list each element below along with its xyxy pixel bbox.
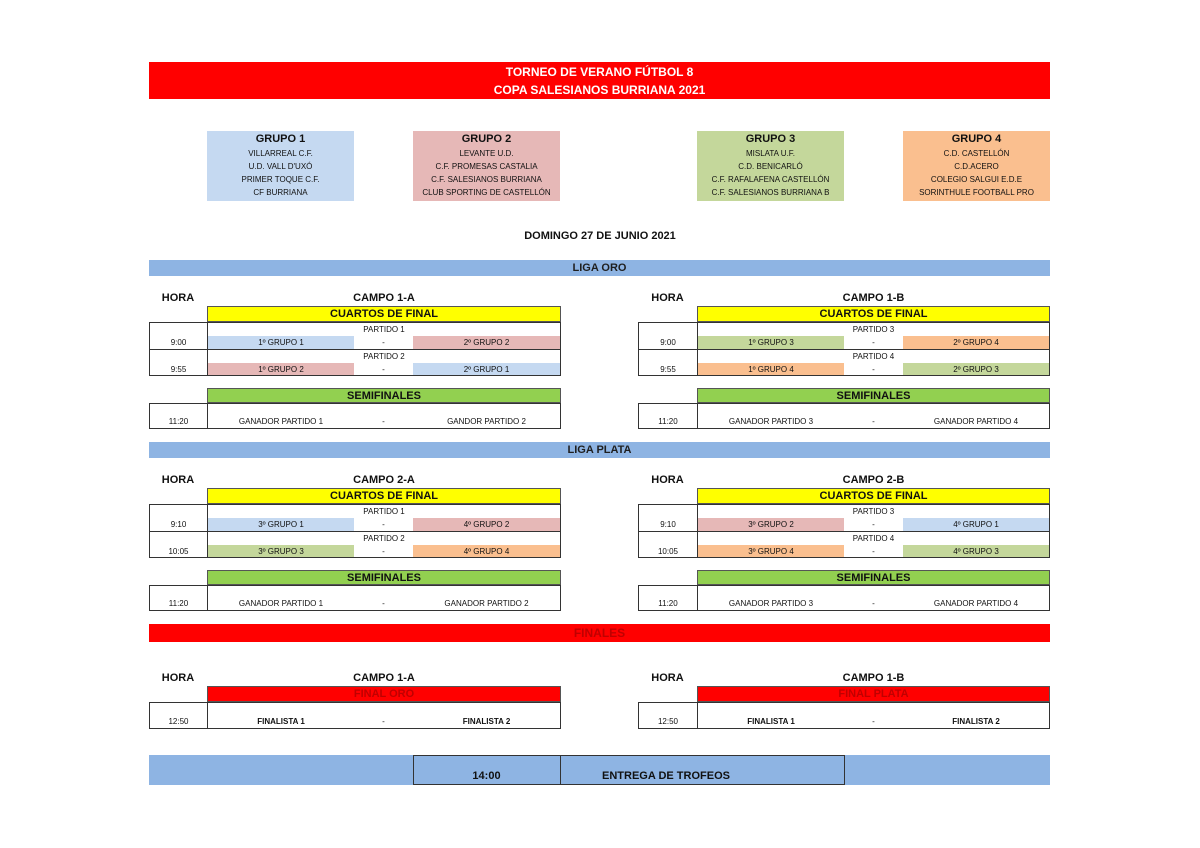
hora-label: HORA xyxy=(651,292,684,304)
vs-dash: - xyxy=(382,546,385,556)
group-3-title: GRUPO 3 xyxy=(745,133,796,145)
vs-dash: - xyxy=(382,338,385,347)
match-time: 11:20 xyxy=(658,599,678,608)
away-slot: GANADOR PARTIDO 4 xyxy=(933,599,1019,608)
quarterfinals-header: CUARTOS DE FINAL xyxy=(207,488,561,504)
match-time: 11:20 xyxy=(658,417,678,426)
hora-label: HORA xyxy=(161,672,195,684)
match-time: 11:20 xyxy=(168,417,189,426)
match-time: 9:55 xyxy=(170,364,187,374)
vs-dash: - xyxy=(382,716,385,726)
match-time: 10:05 xyxy=(657,546,679,556)
away-slot: GANADOR PARTIDO 2 xyxy=(444,599,529,608)
group-3-team: C.F. SALESIANOS BURRIANA B xyxy=(711,188,830,197)
home-slot: 3º GRUPO 2 xyxy=(698,518,844,531)
hora-label: HORA xyxy=(651,474,684,486)
liga-plata-band: LIGA PLATA xyxy=(149,442,1050,458)
hora-label: HORA xyxy=(161,292,195,304)
group-3-box xyxy=(697,131,844,201)
campo-label: CAMPO 2-B xyxy=(842,474,905,486)
vs-dash: - xyxy=(872,546,875,556)
match-label: PARTIDO 1 xyxy=(363,325,405,334)
campo-label: CAMPO 1-B xyxy=(842,672,905,684)
semifinals-header: SEMIFINALES xyxy=(697,570,1050,585)
campo-label: CAMPO 2-A xyxy=(353,474,415,486)
semifinals-header: SEMIFINALES xyxy=(697,388,1050,403)
away-slot: FINALISTA 2 xyxy=(462,716,511,726)
group-1-title: GRUPO 1 xyxy=(255,133,306,145)
away-slot: GANDOR PARTIDO 2 xyxy=(447,417,526,426)
quarterfinals-header: CUARTOS DE FINAL xyxy=(697,488,1050,504)
group-4-team: C.D. CASTELLÓN xyxy=(943,149,1010,158)
group-2-team: C.F. SALESIANOS BURRIANA xyxy=(431,175,542,184)
group-3-team: MISLATA U.F. xyxy=(745,149,796,158)
tournament-title xyxy=(149,62,1050,99)
away-slot: 4º GRUPO 4 xyxy=(413,545,560,557)
group-4-title: GRUPO 4 xyxy=(951,133,1002,145)
away-slot: 4º GRUPO 3 xyxy=(903,545,1049,557)
match-time: 9:00 xyxy=(170,338,187,347)
group-4-team: COLEGIO SALGUI E.D.E xyxy=(930,175,1023,184)
campo-label: CAMPO 1-A xyxy=(353,672,415,684)
match-label: PARTIDO 1 xyxy=(363,507,405,516)
group-2-team: CLUB SPORTING DE CASTELLÓN xyxy=(422,188,551,197)
semifinals-header: SEMIFINALES xyxy=(207,388,561,403)
away-slot: 4º GRUPO 2 xyxy=(413,518,560,531)
match-label: PARTIDO 3 xyxy=(852,325,895,334)
group-2-box xyxy=(413,131,560,201)
finales-band: FINALES xyxy=(149,624,1050,642)
vs-dash: - xyxy=(382,417,385,426)
quarterfinals-header: CUARTOS DE FINAL xyxy=(697,306,1050,322)
campo-label: CAMPO 1-B xyxy=(842,292,905,304)
event-date: DOMINGO 27 DE JUNIO 2021 xyxy=(524,230,676,242)
group-3-team: C.D. BENICARLÓ xyxy=(738,162,803,171)
group-1-box xyxy=(207,131,354,201)
home-slot: GANADOR PARTIDO 1 xyxy=(238,417,324,426)
away-slot: 2º GRUPO 1 xyxy=(413,363,560,375)
group-4-box xyxy=(903,131,1050,201)
match-time: 10:05 xyxy=(168,546,189,556)
home-slot: GANADOR PARTIDO 1 xyxy=(238,599,324,608)
vs-dash: - xyxy=(382,364,385,374)
quarterfinals-header: CUARTOS DE FINAL xyxy=(207,306,561,322)
match-time: 9:00 xyxy=(660,338,676,347)
match-label: PARTIDO 4 xyxy=(852,352,895,361)
away-slot: FINALISTA 2 xyxy=(952,716,1000,726)
group-1-team: CF BURRIANA xyxy=(253,188,308,197)
home-slot: GANADOR PARTIDO 3 xyxy=(728,599,814,608)
away-slot: 4º GRUPO 1 xyxy=(903,518,1049,531)
match-time: 11:20 xyxy=(168,599,189,608)
home-slot: 3º GRUPO 3 xyxy=(208,545,354,557)
match-time: 9:55 xyxy=(660,364,676,374)
home-slot: 3º GRUPO 4 xyxy=(698,545,844,557)
vs-dash: - xyxy=(872,520,875,529)
home-slot: 1º GRUPO 3 xyxy=(698,336,844,349)
match-label: PARTIDO 4 xyxy=(852,534,895,543)
campo-label: CAMPO 1-A xyxy=(353,292,415,304)
home-slot: 1º GRUPO 2 xyxy=(208,363,354,375)
home-slot: 1º GRUPO 1 xyxy=(208,336,354,349)
match-time: 9:10 xyxy=(660,520,676,529)
group-1-team: PRIMER TOQUE C.F. xyxy=(241,175,320,184)
match-label: PARTIDO 2 xyxy=(363,352,405,361)
trophies-time: 14:00 xyxy=(472,770,501,782)
group-4-team: C.D.ACERO xyxy=(954,162,999,171)
title-line-2: COPA SALESIANOS BURRIANA 2021 xyxy=(493,82,706,97)
vs-dash: - xyxy=(872,338,875,347)
match-label: PARTIDO 3 xyxy=(852,507,895,516)
away-slot: 2º GRUPO 3 xyxy=(903,363,1049,375)
match-time: 12:50 xyxy=(657,716,679,726)
vs-dash: - xyxy=(872,364,875,374)
trophies-label: ENTREGA DE TROFEOS xyxy=(602,770,730,782)
hora-label: HORA xyxy=(161,474,195,486)
final-plata-header: FINAL PLATA xyxy=(697,686,1050,702)
liga-oro-band: LIGA ORO xyxy=(149,260,1050,276)
home-slot: FINALISTA 1 xyxy=(747,716,795,726)
group-1-team: VILLARREAL C.F. xyxy=(248,149,313,158)
vs-dash: - xyxy=(872,599,875,608)
home-slot: FINALISTA 1 xyxy=(257,716,305,726)
group-3-team: C.F. RAFALAFENA CASTELLÓN xyxy=(711,175,830,184)
vs-dash: - xyxy=(872,417,875,426)
home-slot: 3º GRUPO 1 xyxy=(208,518,354,531)
group-2-team: LEVANTE U.D. xyxy=(459,149,514,158)
final-oro-header: FINAL ORO xyxy=(207,686,561,702)
hora-label: HORA xyxy=(651,672,684,684)
vs-dash: - xyxy=(872,716,875,726)
away-slot: 2º GRUPO 4 xyxy=(903,336,1049,349)
vs-dash: - xyxy=(382,599,385,608)
semifinals-header: SEMIFINALES xyxy=(207,570,561,585)
group-2-title: GRUPO 2 xyxy=(461,133,512,145)
home-slot: GANADOR PARTIDO 3 xyxy=(728,417,814,426)
home-slot: 1º GRUPO 4 xyxy=(698,363,844,375)
title-line-1: TORNEO DE VERANO FÚTBOL 8 xyxy=(505,64,694,79)
match-time: 9:10 xyxy=(170,520,187,529)
away-slot: 2º GRUPO 2 xyxy=(413,336,560,349)
group-4-team: SORINTHULE FOOTBALL PRO xyxy=(919,188,1034,197)
away-slot: GANADOR PARTIDO 4 xyxy=(933,417,1019,426)
match-time: 12:50 xyxy=(168,716,189,726)
group-2-team: C.F. PROMESAS CASTALIA xyxy=(435,162,538,171)
group-1-team: U.D. VALL D'UXÓ xyxy=(248,162,313,171)
vs-dash: - xyxy=(382,520,385,529)
match-label: PARTIDO 2 xyxy=(363,534,405,543)
